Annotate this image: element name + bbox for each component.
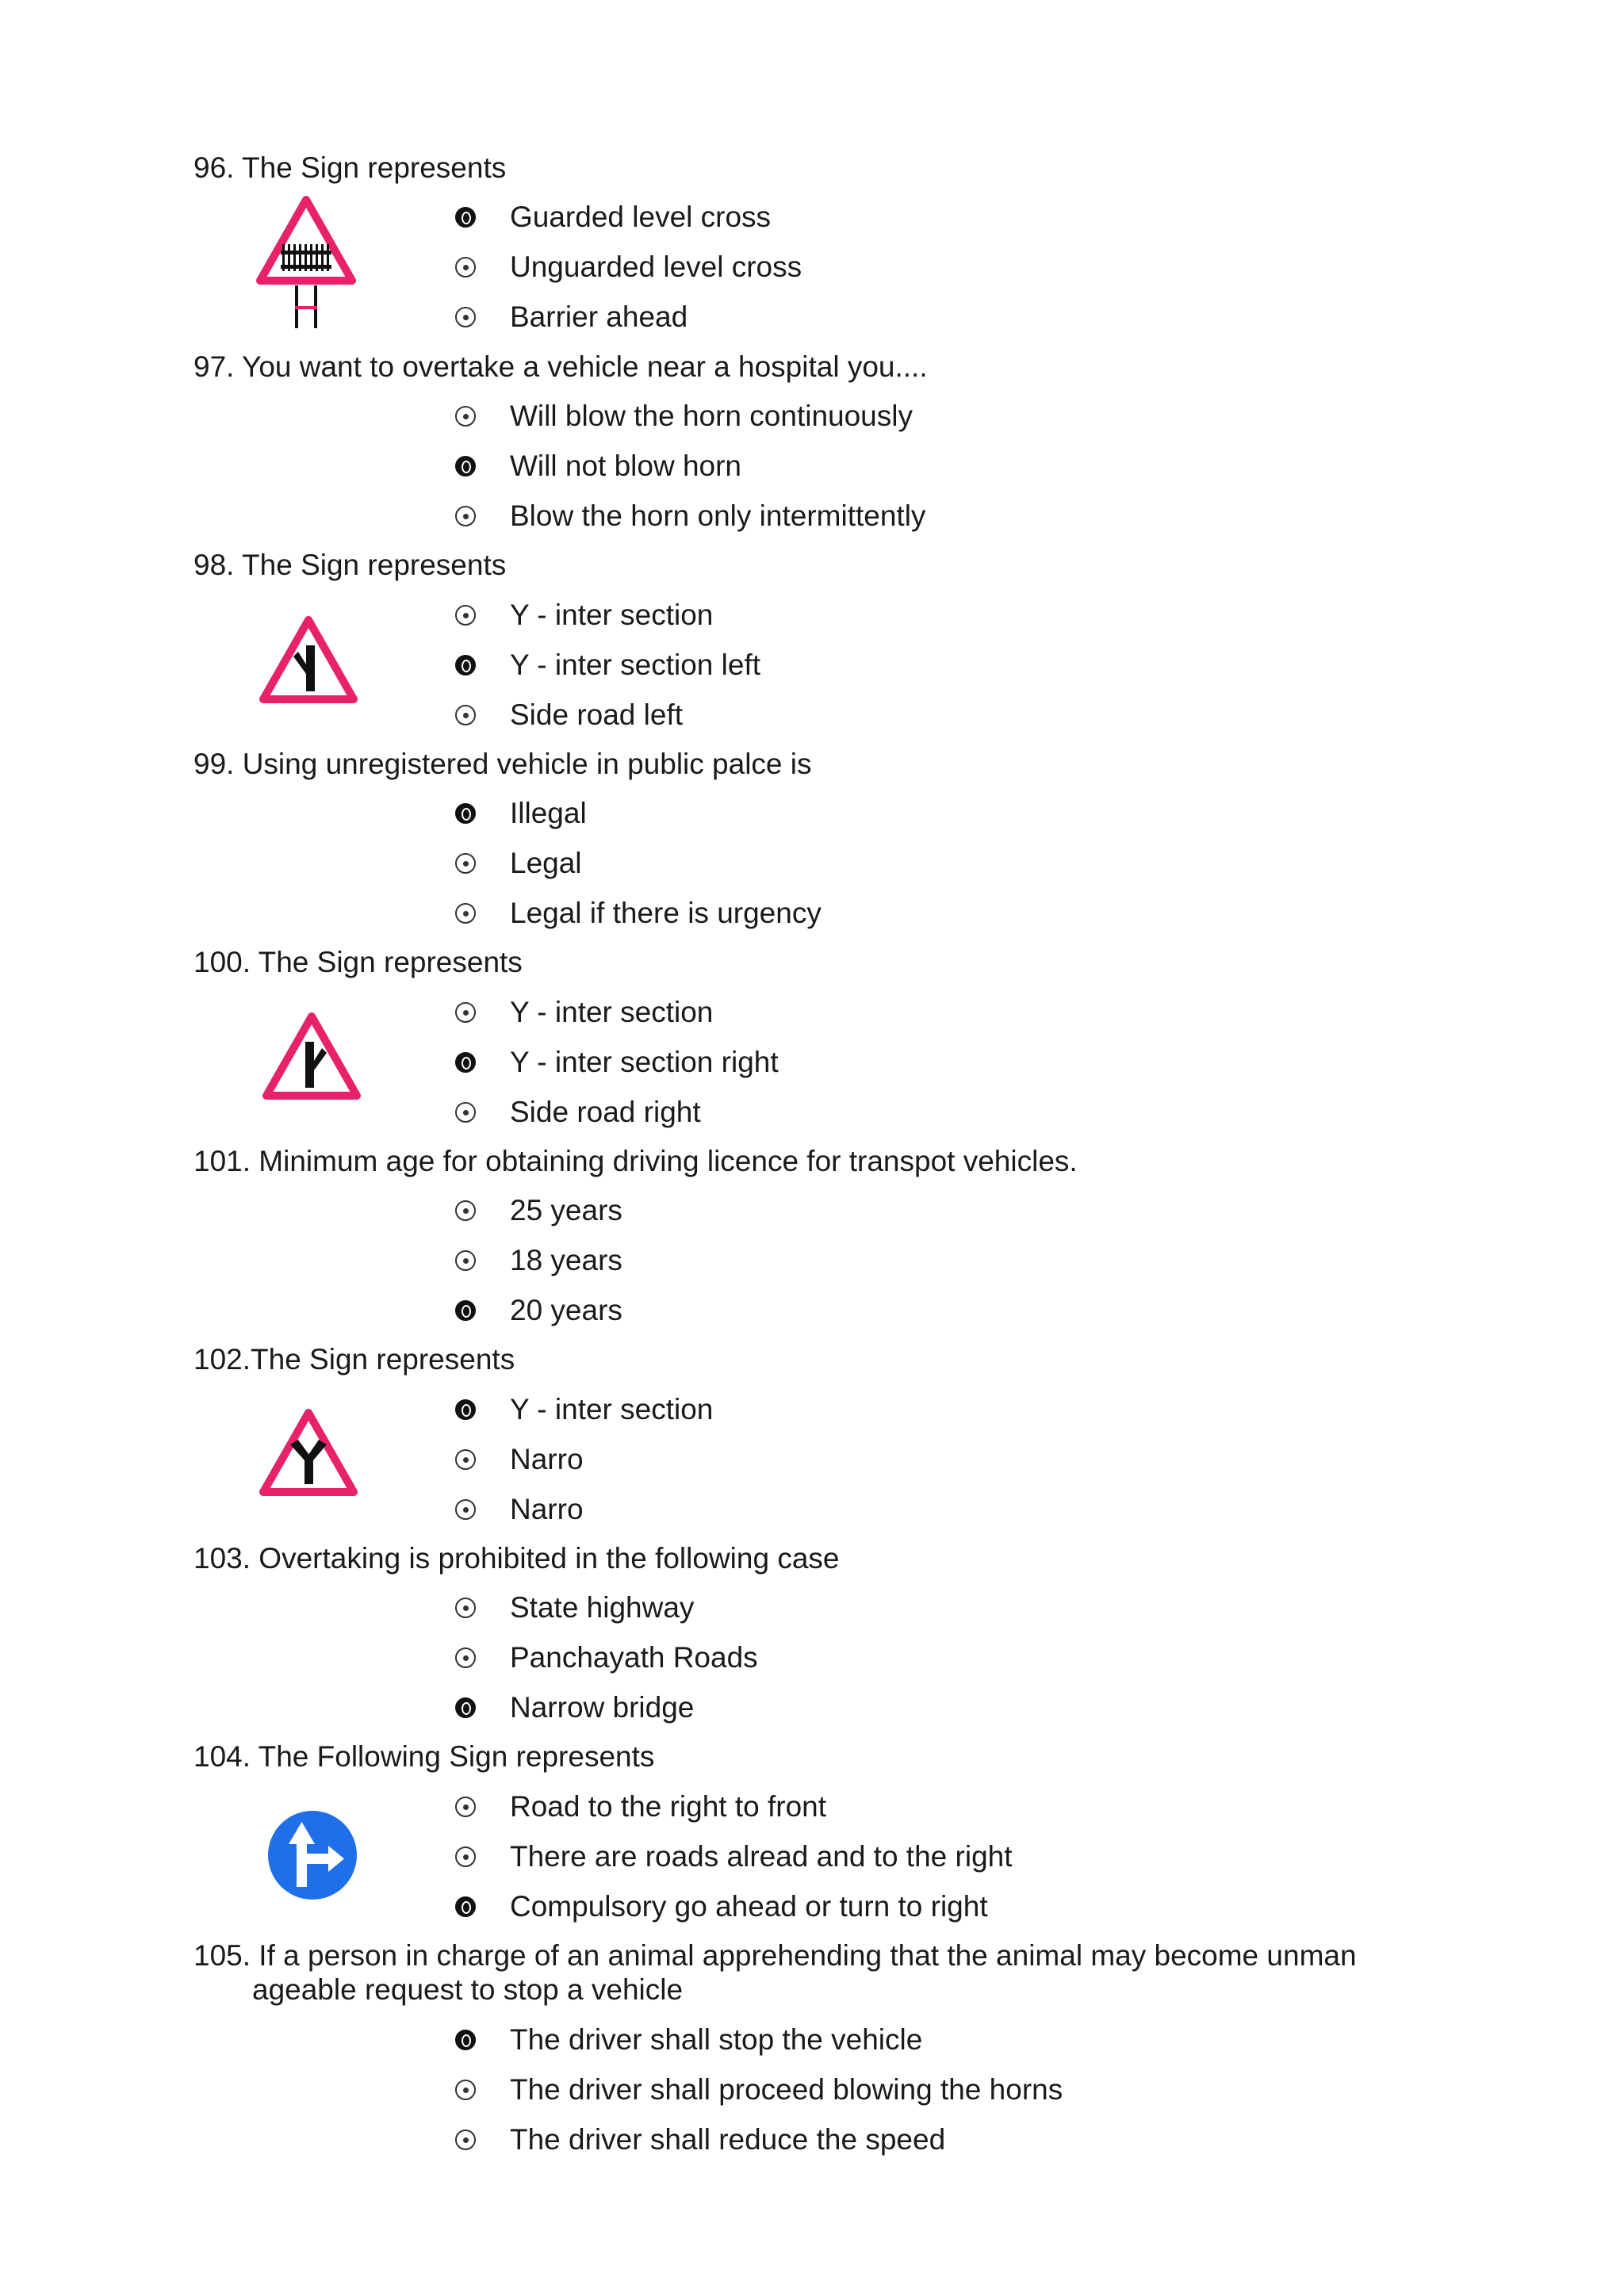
question-text: 98. The Sign represents — [193, 549, 507, 581]
option-row[interactable] — [455, 1293, 622, 1328]
option-label: Compulsory go ahead or turn to right — [510, 1890, 988, 1923]
option-row[interactable] — [455, 499, 925, 534]
radio-selected-icon[interactable] — [455, 803, 476, 824]
option-row[interactable] — [455, 1492, 584, 1527]
option-row[interactable] — [455, 1095, 701, 1130]
option-label: Y - inter section left — [510, 649, 761, 681]
option-row[interactable] — [455, 1045, 779, 1080]
y-intersection-sign-icon — [259, 1408, 358, 1498]
question-text: 103. Overtaking is prohibited in the following case — [193, 1542, 840, 1575]
question-text: 99. Using unregistered vehicle in public palce is — [193, 748, 812, 780]
option-label: 20 years — [510, 1294, 622, 1326]
radio-unselected-icon[interactable] — [455, 1002, 476, 1023]
option-row[interactable] — [455, 2022, 922, 2057]
option-row[interactable] — [455, 995, 713, 1030]
option-label: Barrier ahead — [510, 300, 688, 333]
option-label: The driver shall reduce the speed — [510, 2123, 946, 2156]
radio-unselected-icon[interactable] — [455, 2080, 476, 2100]
question-text: 102.The Sign represents — [193, 1343, 515, 1376]
option-label: Narro — [510, 1443, 584, 1475]
option-label: Legal — [510, 847, 582, 879]
option-label: Y - inter section — [510, 1393, 714, 1425]
radio-selected-icon[interactable] — [455, 2030, 476, 2050]
guarded-level-cross-sign-icon — [255, 195, 357, 330]
question-text: 100. The Sign represents — [193, 946, 523, 978]
radio-unselected-icon[interactable] — [455, 1647, 476, 1668]
option-row[interactable] — [455, 1243, 622, 1278]
radio-selected-icon[interactable] — [455, 1399, 476, 1420]
radio-unselected-icon[interactable] — [455, 2130, 476, 2150]
radio-selected-icon[interactable] — [455, 1300, 476, 1321]
radio-unselected-icon[interactable] — [455, 1598, 476, 1618]
option-label: Y - inter section right — [510, 1046, 779, 1078]
question-text: 96. The Sign represents — [193, 151, 507, 184]
option-label: There are roads alread and to the right — [510, 1840, 1013, 1873]
option-row[interactable] — [455, 1590, 694, 1625]
option-row[interactable] — [455, 1442, 584, 1477]
option-row[interactable] — [455, 1392, 713, 1427]
option-row[interactable] — [455, 846, 582, 881]
option-label: Blow the horn only intermittently — [510, 499, 926, 532]
radio-unselected-icon[interactable] — [455, 605, 476, 626]
radio-selected-icon[interactable] — [455, 1052, 476, 1073]
option-row[interactable] — [455, 1839, 1013, 1874]
option-row[interactable] — [455, 1789, 826, 1824]
radio-unselected-icon[interactable] — [455, 1449, 476, 1470]
question-text: 97. You want to overtake a vehicle near a hospital you.... — [193, 350, 928, 383]
option-label: 25 years — [510, 1194, 622, 1226]
radio-unselected-icon[interactable] — [455, 307, 476, 327]
option-row[interactable] — [455, 698, 683, 733]
radio-unselected-icon[interactable] — [455, 406, 476, 427]
radio-unselected-icon[interactable] — [455, 257, 476, 277]
option-label: Unguarded level cross — [510, 251, 802, 283]
option-label: State highway — [510, 1591, 695, 1624]
option-label: Narro — [510, 1493, 584, 1525]
radio-selected-icon[interactable] — [455, 655, 476, 675]
option-label: Y - inter section — [510, 996, 714, 1028]
option-label: Road to the right to front — [510, 1790, 827, 1823]
option-label: Y - inter section — [510, 599, 714, 631]
option-label: 18 years — [510, 1244, 622, 1276]
option-row[interactable] — [455, 648, 760, 683]
radio-unselected-icon[interactable] — [455, 1102, 476, 1123]
option-label: Side road left — [510, 698, 684, 731]
option-row[interactable] — [455, 300, 688, 335]
option-label: Narrow bridge — [510, 1691, 695, 1724]
option-row[interactable] — [455, 449, 741, 484]
radio-selected-icon[interactable] — [455, 1896, 476, 1917]
option-row[interactable] — [455, 2122, 945, 2157]
radio-unselected-icon[interactable] — [455, 506, 476, 526]
question-text-continuation: ageable request to stop a vehicle — [252, 1973, 684, 2006]
radio-unselected-icon[interactable] — [455, 903, 476, 924]
option-row[interactable] — [455, 2072, 1063, 2107]
option-row[interactable] — [455, 1193, 622, 1228]
radio-unselected-icon[interactable] — [455, 1846, 476, 1867]
radio-selected-icon[interactable] — [455, 456, 476, 476]
ahead-or-right-sign-icon — [266, 1809, 358, 1901]
radio-selected-icon[interactable] — [455, 1697, 476, 1718]
option-row[interactable] — [455, 796, 587, 831]
question-text: 101. Minimum age for obtaining driving licence for transpot vehicles. — [193, 1145, 1078, 1177]
option-label: Legal if there is urgency — [510, 897, 822, 929]
option-row[interactable] — [455, 200, 771, 235]
radio-unselected-icon[interactable] — [455, 1797, 476, 1817]
option-label: Will not blow horn — [510, 450, 742, 482]
y-intersection-left-sign-icon — [259, 615, 358, 706]
option-label: Side road right — [510, 1096, 701, 1128]
option-label: Guarded level cross — [510, 201, 772, 233]
radio-unselected-icon[interactable] — [455, 1200, 476, 1221]
option-label: Panchayath Roads — [510, 1641, 758, 1674]
radio-unselected-icon[interactable] — [455, 853, 476, 874]
option-row[interactable] — [455, 250, 802, 285]
option-row[interactable] — [455, 399, 913, 434]
option-row[interactable] — [455, 598, 713, 633]
y-intersection-right-sign-icon — [262, 1012, 362, 1102]
radio-unselected-icon[interactable] — [455, 1250, 476, 1271]
radio-selected-icon[interactable] — [455, 207, 476, 228]
option-label: Illegal — [510, 797, 587, 829]
option-label: The driver shall stop the vehicle — [510, 2023, 923, 2056]
question-text: 104. The Following Sign represents — [193, 1740, 655, 1773]
option-row[interactable] — [455, 1889, 988, 1924]
option-row[interactable] — [455, 1640, 758, 1675]
radio-unselected-icon[interactable] — [455, 1499, 476, 1520]
option-label: Will blow the horn continuously — [510, 400, 913, 432]
option-row[interactable] — [455, 896, 822, 931]
radio-unselected-icon[interactable] — [455, 705, 476, 725]
question-text: 105. If a person in charge of an animal apprehending that the animal may become unman — [193, 1939, 1357, 1972]
option-row[interactable] — [455, 1690, 694, 1725]
option-label: The driver shall proceed blowing the horns — [510, 2073, 1063, 2106]
